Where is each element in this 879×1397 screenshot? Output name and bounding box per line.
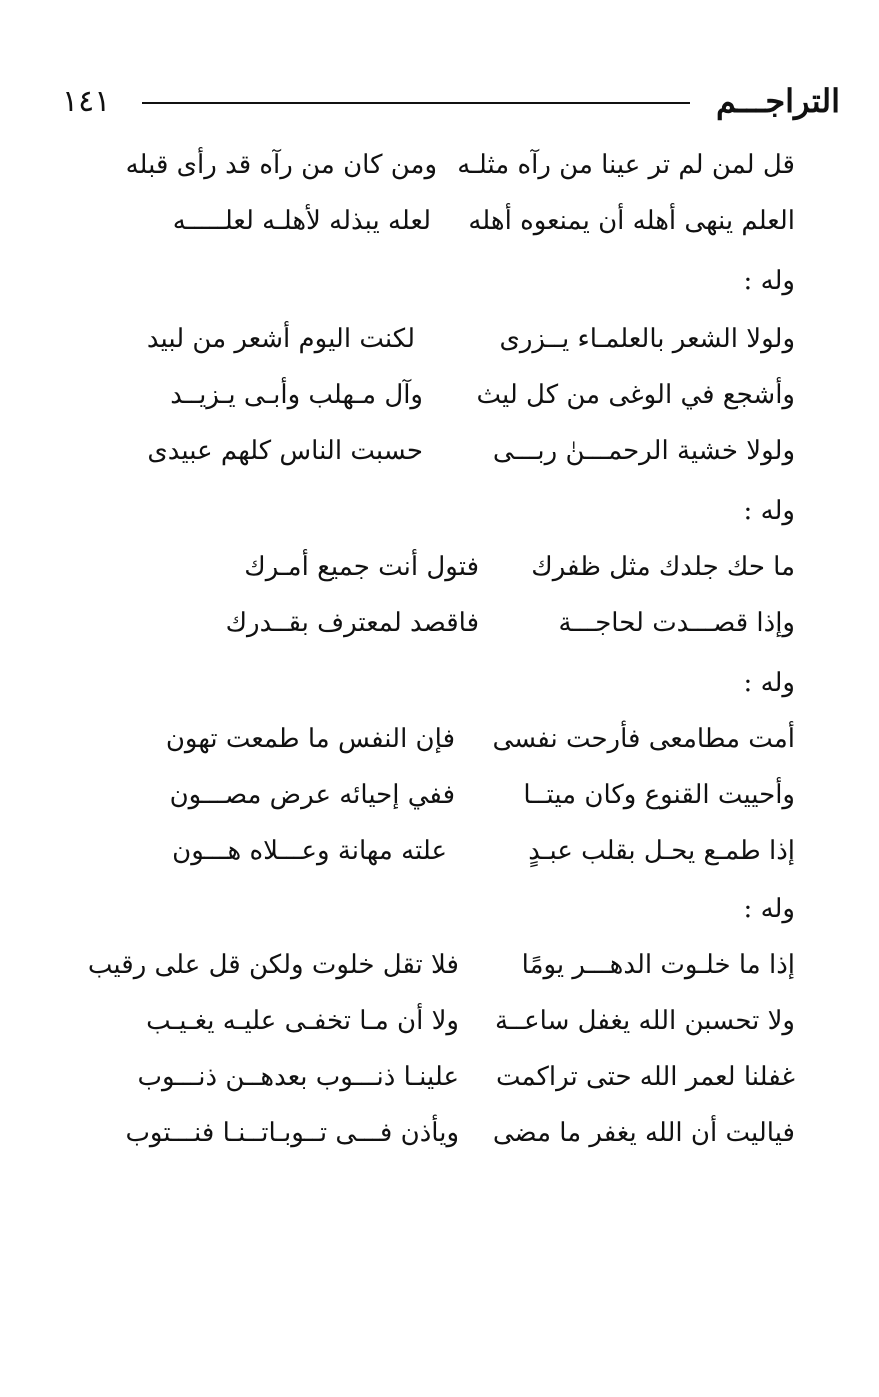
page-number: ١٤١ — [62, 84, 111, 119]
verse-line — [83, 542, 795, 592]
verse-line — [83, 1108, 795, 1158]
running-title: التراجـــم — [715, 82, 840, 120]
verse-line — [83, 140, 795, 190]
verse-first-hemistich: قل لمن لم تر عينا من رآه مثلـه — [457, 150, 795, 180]
verse-line — [83, 826, 795, 876]
verse-first-hemistich: غفلنا لعمر الله حتى تراكمت — [495, 1062, 795, 1092]
verse-first-hemistich: ولا تحسبن الله يغفل ساعــة — [494, 1006, 795, 1036]
verse-second-hemistich: علته مهانة وعـــلاه هـــون — [172, 836, 447, 866]
verse-first-hemistich: إذا ما خلـوت الدهـــر يومًا — [521, 950, 795, 980]
verse-first-hemistich: وأحييت القنوع وكان ميتــا — [523, 780, 795, 810]
verse-second-hemistich: علينـا ذنـــوب بعدهــن ذنـــوب — [137, 1062, 459, 1092]
poem-intro: وله : — [743, 266, 795, 296]
verse-line — [83, 770, 795, 820]
verse-second-hemistich: فتول أنت جميع أمـرك — [244, 552, 479, 582]
verse-second-hemistich: فاقصد لمعترف بقــدرك — [225, 608, 479, 638]
poem-intro: وله : — [743, 496, 795, 526]
verse-second-hemistich: فإن النفس ما طمعت تهون — [165, 724, 455, 754]
verse-line — [83, 314, 795, 364]
verse-line — [83, 196, 795, 246]
verse-second-hemistich: لكنت اليوم أشعر من لبيد — [146, 324, 415, 354]
verse-first-hemistich: إذا طمـع يحـل بقلب عبـدٍ — [528, 836, 795, 866]
verse-first-hemistich: العلم ينهى أهله أن يمنعوه أهله — [468, 206, 795, 236]
verse-second-hemistich: ومن كان من رآه قد رأى قبله — [125, 150, 437, 180]
verse-second-hemistich: ففي إحيائه عرض مصـــون — [169, 780, 455, 810]
verse-second-hemistich: فلا تقل خلوت ولكن قل على رقيب — [87, 950, 459, 980]
poem-intro: وله : — [743, 894, 795, 924]
verse-first-hemistich: وأشجع في الوغى من كل ليث — [476, 380, 795, 410]
verse-first-hemistich: ولولا خشية الرحمـــنٰ ربـــى — [492, 436, 795, 466]
verse-line — [83, 370, 795, 420]
verse-first-hemistich: وإذا قصـــدت لحاجـــة — [558, 608, 795, 638]
header-rule — [142, 102, 690, 104]
verse-first-hemistich: فياليت أن الله يغفر ما مضى — [492, 1118, 795, 1148]
verse-second-hemistich: ولا أن مـا تخفـى عليـه يغـيـب — [146, 1006, 459, 1036]
poem-intro: وله : — [743, 668, 795, 698]
verse-line — [83, 426, 795, 476]
verse-second-hemistich: حسبت الناس كلهم عبيدى — [147, 436, 423, 466]
verse-first-hemistich: أمت مطامعى فأرحت نفسى — [492, 724, 795, 754]
verse-line — [83, 598, 795, 648]
verse-second-hemistich: لعله يبذله لأهلـه لعلـــــه — [172, 206, 431, 236]
verse-second-hemistich: وآل مـهلب وأبـى يـزيــد — [170, 380, 423, 410]
verse-first-hemistich: ولولا الشعر بالعلمـاء يــزرى — [499, 324, 795, 354]
verse-second-hemistich: ويأذن فـــى تــوبـاتــنـا فنـــتوب — [125, 1118, 459, 1148]
verse-line — [83, 1052, 795, 1102]
verse-line — [83, 714, 795, 764]
verse-line — [83, 940, 795, 990]
verse-first-hemistich: ما حك جلدك مثل ظفرك — [531, 552, 795, 582]
page-header — [62, 78, 840, 126]
verse-line — [83, 996, 795, 1046]
